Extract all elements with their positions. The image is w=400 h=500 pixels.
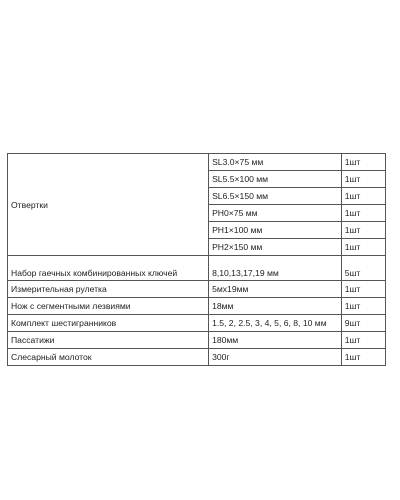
item-qty-cell: 1шт [341,332,385,349]
item-qty-cell: 1шт [341,205,385,222]
item-spec-cell: 300г [209,349,342,366]
table-row [8,349,386,366]
table-row [8,315,386,332]
item-qty-cell: 5шт [341,256,385,281]
item-qty-cell: 1шт [341,188,385,205]
table-row [8,154,386,171]
item-spec-cell: PH1×100 мм [209,222,342,239]
item-name-cell: Отвертки [8,154,209,256]
table-row [8,298,386,315]
item-qty-cell: 1шт [341,222,385,239]
item-qty-cell: 1шт [341,281,385,298]
item-spec-cell: PH0×75 мм [209,205,342,222]
item-spec-cell: SL6.5×150 мм [209,188,342,205]
item-qty-cell: 9шт [341,315,385,332]
item-name-cell: Слесарный молоток [8,349,209,366]
item-spec-cell: 5мх19мм [209,281,342,298]
item-qty-cell: 1шт [341,154,385,171]
item-spec-cell: SL5.5×100 мм [209,171,342,188]
item-name-cell: Комплект шестигранников [8,315,209,332]
table-row [8,332,386,349]
item-spec-cell: PH2×150 мм [209,239,342,256]
item-qty-cell: 1шт [341,239,385,256]
table-row [8,281,386,298]
item-spec-cell: 8,10,13,17,19 мм [209,256,342,281]
item-name-cell: Набор гаечных комбинированных ключей [8,256,209,281]
item-qty-cell: 1шт [341,298,385,315]
item-spec-cell: 18мм [209,298,342,315]
item-spec-cell: 180мм [209,332,342,349]
item-spec-cell: SL3.0×75 мм [209,154,342,171]
item-name-cell: Пассатижи [8,332,209,349]
tool-spec-table [7,153,386,366]
item-qty-cell: 1шт [341,349,385,366]
table-row [8,256,386,281]
item-spec-cell: 1.5, 2, 2.5, 3, 4, 5, 6, 8, 10 мм [209,315,342,332]
item-qty-cell: 1шт [341,171,385,188]
item-name-cell: Измерительная рулетка [8,281,209,298]
item-name-cell: Нож с сегментными лезвиями [8,298,209,315]
